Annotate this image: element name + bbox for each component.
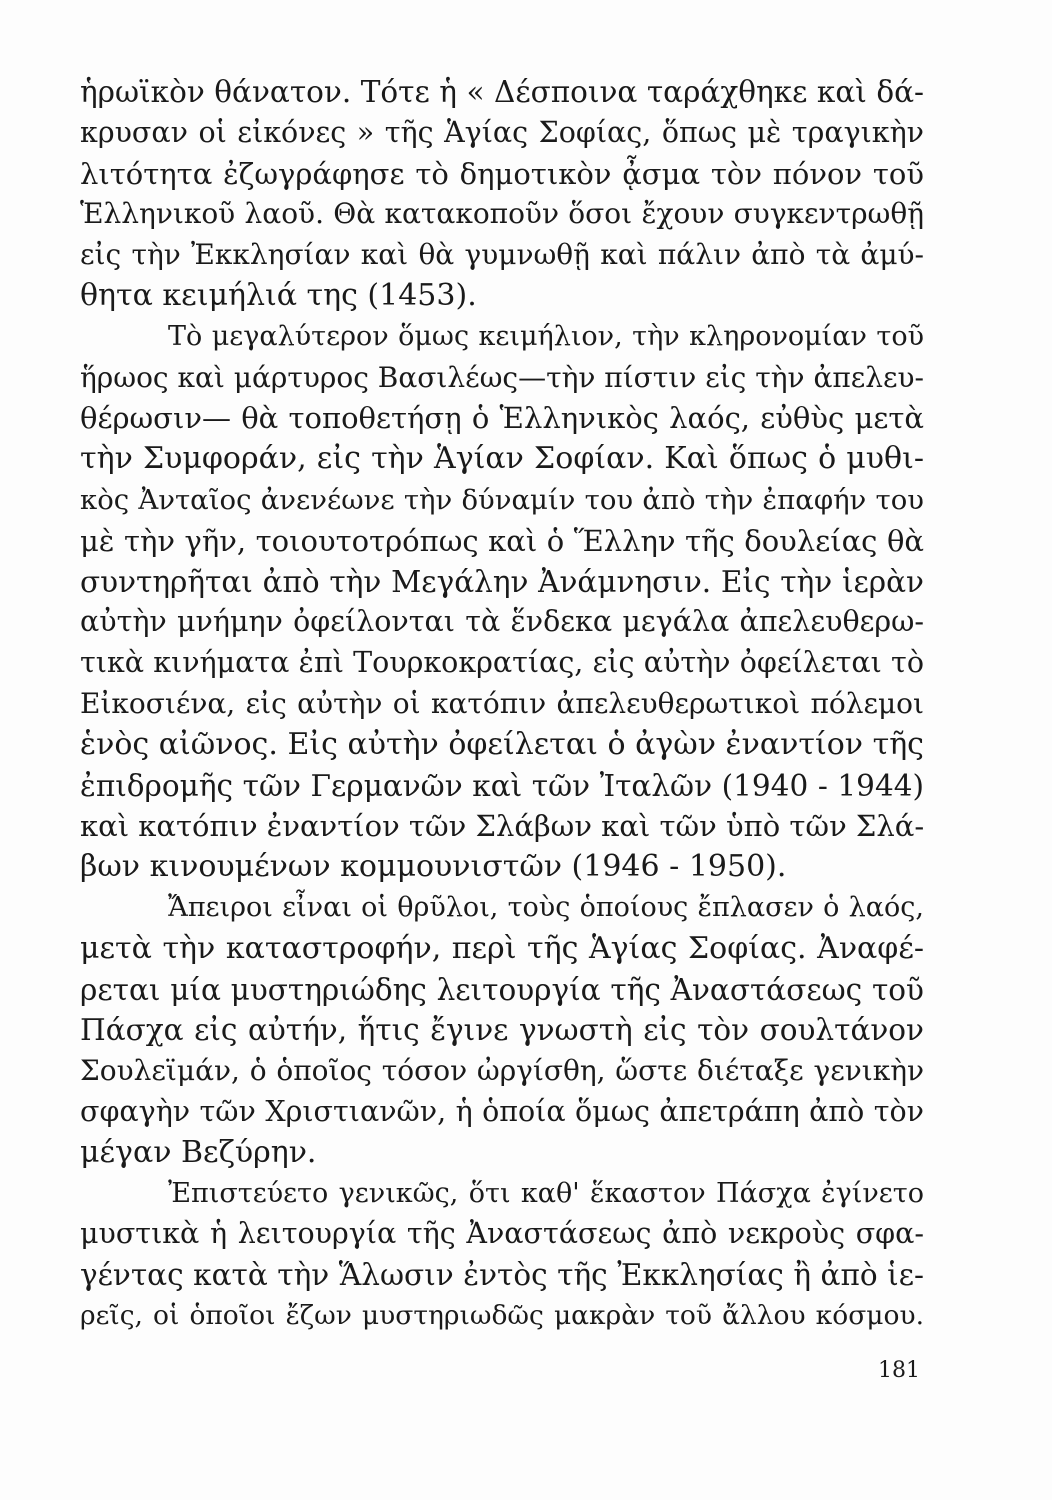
- text-line: τικὰ κινήματα ἐπὶ Τουρκοκρατίας, εἰς αὐτὴν ὀφείλεται τὸ: [80, 646, 924, 680]
- body-text: [80, 72, 924, 1337]
- text-line: συντηρῆται ἀπὸ τὴν Μεγάλην Ἀνάμνησιν. Εἰς τὴν ἱερὰν: [80, 564, 924, 599]
- paragraph-first-line: Τὸ μεγαλύτερον ὅμως κειμήλιον, τὴν κληρονομίαν τοῦ: [168, 320, 924, 352]
- text-line: βων κινουμένων κομμουνιστῶν (1946 - 1950).: [80, 849, 787, 885]
- text-line: ἐπιδρομῆς τῶν Γερμανῶν καὶ τῶν Ἰταλῶν (1940 - 1944): [80, 768, 924, 803]
- text-line: τὴν Συμφοράν, εἰς τὴν Ἁγίαν Σοφίαν. Καὶ ὅπως ὁ μυθι-: [80, 441, 924, 477]
- text-line: μετὰ τὴν καταστροφήν, περὶ τῆς Ἁγίας Σοφίας. Ἀναφέ-: [80, 930, 924, 966]
- text-line: μέγαν Βεζύρην.: [80, 1134, 317, 1170]
- text-line: Εἰκοσιένα, εἰς αὐτὴν οἱ κατόπιν ἀπελευθερωτικοὶ πόλεμοι: [80, 686, 924, 720]
- text-line: θητα κειμήλιά της (1453).: [80, 277, 477, 313]
- text-line: καὶ κατόπιν ἐναντίον τῶν Σλάβων καὶ τῶν ὑπὸ τῶν Σλά-: [80, 809, 924, 844]
- text-line: Πάσχα εἰς αὐτήν, ἥτις ἔγινε γνωστὴ εἰς τὸν σουλτάνον: [80, 1013, 924, 1048]
- text-line: εἰς τὴν Ἐκκλησίαν καὶ θὰ γυμνωθῇ καὶ πάλιν ἀπὸ τὰ ἀμύ-: [80, 238, 924, 272]
- text-line: ἑνὸς αἰῶνος. Εἰς αὐτὴν ὀφείλεται ὁ ἀγὼν ἐναντίον τῆς: [80, 726, 924, 762]
- text-line: σφαγὴν τῶν Χριστιανῶν, ἡ ὁποία ὅμως ἀπετράπη ἀπὸ τὸν: [80, 1094, 924, 1128]
- text-line: ἥρωος καὶ μάρτυρος Βασιλέως—τὴν πίστιν εἰς τὴν ἀπελευ-: [80, 360, 924, 394]
- page-number: 181: [878, 1358, 920, 1383]
- text-line: Σουλεϊμάν, ὁ ὁποῖος τόσον ὠργίσθη, ὥστε διέταξε γενικὴν: [80, 1054, 924, 1088]
- text-line: μὲ τὴν γῆν, τοιουτοτρόπως καὶ ὁ Ἕλλην τῆς δουλείας θὰ: [80, 523, 924, 558]
- paragraph-first-line: Ἄπειροι εἶναι οἱ θρῦλοι, τοὺς ὁποίους ἔπλασεν ὁ λαός,: [168, 891, 924, 923]
- text-line: ρεται μία μυστηριώδης λειτουργία τῆς Ἀναστάσεως τοῦ: [80, 972, 924, 1007]
- text-line: κρυσαν οἱ εἰκόνες » τῆς Ἁγίας Σοφίας, ὅπως μὲ τραγικὴν: [80, 115, 924, 149]
- text-line: λιτότητα ἐζωγράφησε τὸ δημοτικὸν ᾆσμα τὸν πόνον τοῦ: [80, 156, 924, 191]
- text-line: ἡρωϊκὸν θάνατον. Τότε ἡ « Δέσποινα ταράχθηκε καὶ δά-: [80, 75, 924, 109]
- text-line: ρεῖς, οἱ ὁποῖοι ἔζων μυστηριωδῶς μακρὰν τοῦ ἄλλου κόσμου.: [80, 1299, 924, 1331]
- paragraph-first-line: Ἐπιστεύετο γενικῶς, ὅτι καθ' ἕκαστον Πάσχα ἐγίνετο: [168, 1177, 924, 1209]
- text-line: μυστικὰ ἡ λειτουργία τῆς Ἀναστάσεως ἀπὸ νεκροὺς σφα-: [80, 1217, 924, 1251]
- text-line: αὐτὴν μνήμην ὀφείλονται τὰ ἕνδεκα μεγάλα ἀπελευθερω-: [80, 605, 924, 639]
- text-line: κὸς Ἀνταῖος ἀνενέωνε τὴν δύναμίν του ἀπὸ τὴν ἐπαφήν του: [80, 483, 924, 516]
- text-line: Ἑλληνικοῦ λαοῦ. Θὰ κατακοποῦν ὅσοι ἔχουν συγκεντρωθῇ: [80, 197, 924, 231]
- text-line: γέντας κατὰ τὴν Ἅλωσιν ἐντὸς τῆς Ἐκκλησίας ἢ ἀπὸ ἱε-: [80, 1258, 924, 1293]
- text-line: θέρωσιν— θὰ τοποθετήσῃ ὁ Ἑλληνικὸς λαός, εὐθὺς μετὰ: [80, 401, 924, 436]
